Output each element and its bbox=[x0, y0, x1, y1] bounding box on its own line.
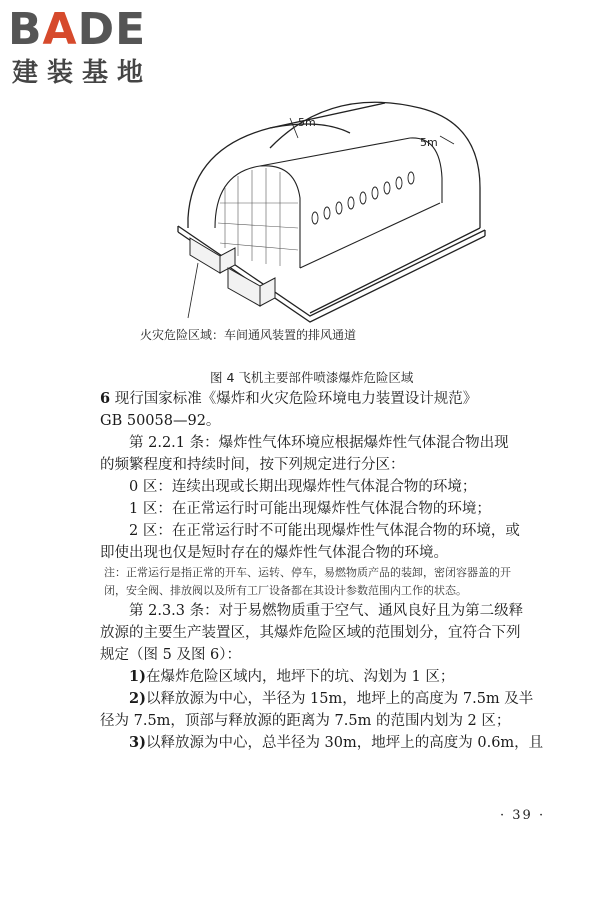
item-number: 6 bbox=[100, 390, 111, 407]
paragraph-line: GB 50058—92。 bbox=[100, 413, 221, 429]
figure-annotation: 火灾危险区域：车间通风装置的排风通道 bbox=[140, 328, 357, 342]
logo-subtitle: 建装基地 bbox=[12, 58, 153, 88]
list-item bbox=[100, 688, 560, 710]
line-text: 在爆炸危险区域内，地坪下的坑、沟划为 1 区； bbox=[145, 669, 455, 685]
paragraph-line: 即使出现也仅是短时存在的爆炸性气体混合物的环境。 bbox=[100, 545, 448, 561]
item-number: 1) bbox=[129, 668, 146, 685]
figure-caption: 图 4 飞机主要部件喷漆爆炸危险区域 bbox=[210, 370, 414, 385]
page-number: · 39 · bbox=[500, 808, 546, 823]
paragraph-line: 第 2.3.3 条：对于易燃物质重于空气、通风良好且为第二级释 bbox=[129, 603, 524, 619]
dimension-label-side: 5m bbox=[420, 136, 438, 149]
line-text: 以释放源为中心，半径为 15m，地坪上的高度为 7.5m 及半 bbox=[145, 691, 534, 707]
zone-1-definition: 1 区：在正常运行时可能出现爆炸性气体混合物的环境； bbox=[129, 501, 491, 517]
paragraph-line: 的频繁程度和持续时间，按下列规定进行分区： bbox=[100, 457, 405, 473]
note-line: 闭，安全阀、排放阀以及所有工厂设备都在其设计参数范围内工作的状态。 bbox=[104, 584, 467, 597]
line-text: 现行国家标准《爆炸和火灾危险环境电力装置设计规范》 bbox=[110, 391, 478, 407]
paragraph-line: 规定（图 5 及图 6）： bbox=[100, 647, 242, 663]
paint-booth-illustration bbox=[120, 78, 500, 338]
logo-accent-letter: A bbox=[42, 4, 78, 55]
paragraph-line: 径为 7.5m，顶部与释放源的距离为 7.5m 的范围内划为 2 区； bbox=[100, 713, 511, 729]
list-item bbox=[100, 666, 560, 688]
paragraph-line bbox=[100, 388, 560, 410]
note-line: 注：正常运行是指正常的开车、运转、停车，易燃物质产品的装卸，密闭容器盖的开 bbox=[104, 566, 511, 579]
zone-2-definition: 2 区：在正常运行时不可能出现爆炸性气体混合物的环境，或 bbox=[129, 523, 520, 539]
figure-paint-booth-diagram bbox=[120, 78, 500, 338]
item-number: 3) bbox=[129, 734, 146, 751]
list-item bbox=[100, 732, 560, 754]
paragraph-line: 放源的主要生产装置区，其爆炸危险区域的范围划分，宜符合下列 bbox=[100, 625, 521, 641]
logo-wordmark: BADE bbox=[8, 4, 147, 55]
paragraph-line: 第 2.2.1 条：爆炸性气体环境应根据爆炸性气体混合物出现 bbox=[129, 435, 509, 451]
line-text: 以释放源为中心，总半径为 30m，地坪上的高度为 0.6m，且 bbox=[145, 735, 544, 751]
zone-0-definition: 0 区：连续出现或长期出现爆炸性气体混合物的环境； bbox=[129, 479, 477, 495]
item-number: 2) bbox=[129, 690, 146, 707]
dimension-label-top: 5m bbox=[298, 116, 316, 129]
document-body bbox=[100, 388, 560, 754]
